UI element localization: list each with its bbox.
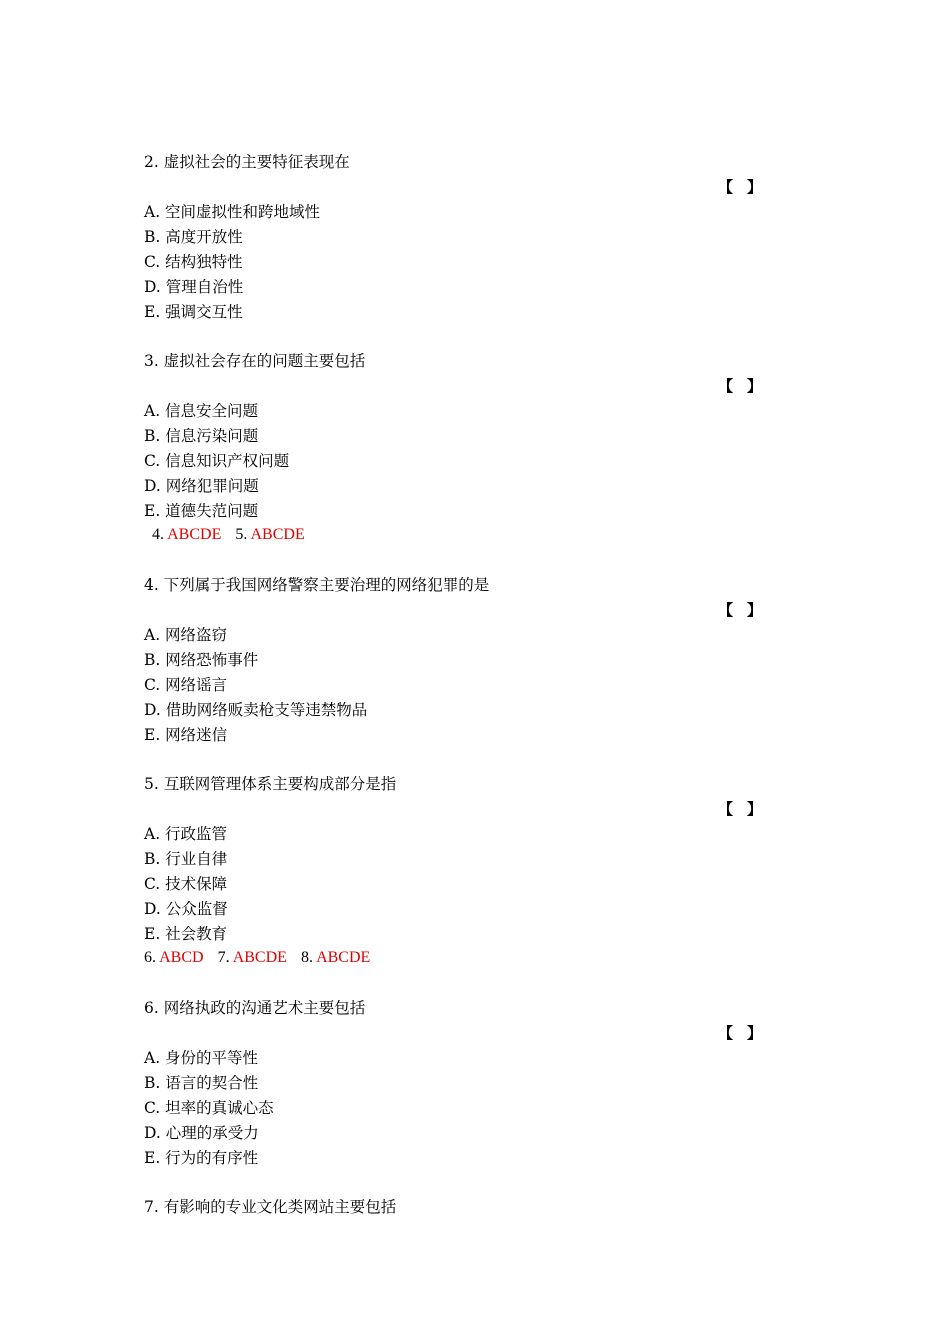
option: A. 信息安全问题: [144, 402, 259, 420]
option: D. 借助网络贩卖枪支等违禁物品: [144, 701, 368, 719]
answer-bracket: 【 】: [718, 377, 763, 395]
option: C. 技术保障: [144, 875, 228, 893]
option: E. 强调交互性: [144, 303, 243, 321]
answer-bracket: 【 】: [718, 800, 763, 818]
question-stem: 7. 有影响的专业文化类网站主要包括: [144, 1198, 397, 1216]
option: A. 行政监管: [144, 825, 228, 843]
option: E. 社会教育: [144, 925, 228, 943]
option: E. 道德失范问题: [144, 502, 259, 520]
question-stem: 6. 网络执政的沟通艺术主要包括: [144, 999, 366, 1017]
option: C. 结构独特性: [144, 253, 243, 271]
option: C. 网络谣言: [144, 676, 228, 694]
answer-number: 7.: [217, 949, 230, 966]
option: A. 身份的平等性: [144, 1049, 259, 1067]
option: D. 网络犯罪问题: [144, 477, 259, 495]
answer-number: 6.: [144, 949, 156, 966]
question-stem: 3. 虚拟社会存在的问题主要包括: [144, 352, 366, 370]
answer-value: ABCDE: [167, 526, 222, 543]
option: E. 网络迷信: [144, 726, 228, 744]
option: D. 心理的承受力: [144, 1124, 259, 1142]
answer-number: 8.: [300, 949, 313, 966]
option: A. 空间虚拟性和跨地域性: [144, 203, 321, 221]
option: E. 行为的有序性: [144, 1149, 259, 1167]
answer-bracket: 【 】: [718, 601, 763, 619]
question-stem: 2. 虚拟社会的主要特征表现在: [144, 153, 350, 171]
option: D. 管理自治性: [144, 278, 244, 296]
option: B. 信息污染问题: [144, 427, 259, 445]
question-stem: 4. 下列属于我国网络警察主要治理的网络犯罪的是: [144, 576, 490, 594]
answer-key-line: [144, 948, 370, 968]
answer-key-line: [152, 525, 305, 545]
answer-bracket: 【 】: [718, 1024, 763, 1042]
option: C. 坦率的真诚心态: [144, 1099, 274, 1117]
option: C. 信息知识产权问题: [144, 452, 290, 470]
option: A. 网络盗窃: [144, 626, 228, 644]
answer-value: ABCDE: [232, 949, 287, 966]
option: B. 网络恐怖事件: [144, 651, 259, 669]
answer-value: ABCDE: [250, 526, 305, 543]
answer-number: 4.: [152, 526, 164, 543]
option: B. 高度开放性: [144, 228, 243, 246]
option: B. 语言的契合性: [144, 1074, 259, 1092]
question-stem: 5. 互联网管理体系主要构成部分是指: [144, 775, 397, 793]
option: D. 公众监督: [144, 900, 228, 918]
answer-bracket: 【 】: [718, 178, 763, 196]
option: B. 行业自律: [144, 850, 228, 868]
answer-value: ABCD: [159, 949, 204, 966]
answer-number: 5.: [235, 526, 248, 543]
answer-value: ABCDE: [316, 949, 371, 966]
